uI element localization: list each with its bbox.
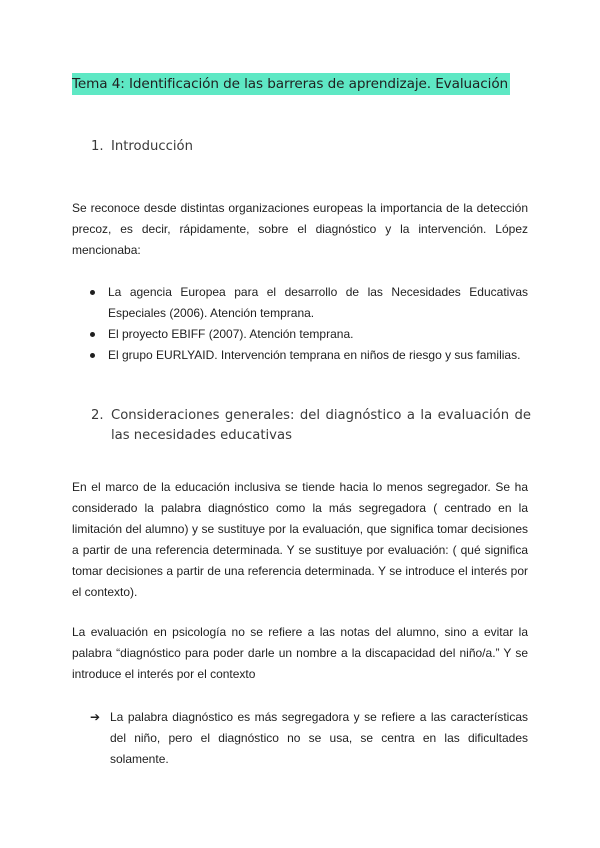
section-heading-consideraciones [91, 406, 531, 446]
bullet-icon [90, 290, 95, 295]
section-heading-text: Consideraciones generales: del diagnóstico a la evaluación de las necesidades educativas [111, 408, 531, 443]
list-item [90, 345, 528, 366]
paragraph-evaluacion-psicologia: La evaluación en psicología no se refiere a las notas del alumno, sino a evitar la palabra “diagnóstico para poder darle un nombre a la discapacidad del niño/a.” Y se introduce el interés por el contexto [72, 625, 528, 681]
section-number: 1. [91, 139, 104, 154]
list-item-text: La agencia Europea para el desarrollo de las Necesidades Educativas Especiales (2006). Atención temprana. [108, 285, 528, 320]
list-item [90, 324, 528, 345]
list-item-text: El grupo EURLYAID. Intervención temprana en niños de riesgo y sus familias. [108, 348, 521, 362]
section-heading-introduccion [91, 137, 531, 157]
bullet-icon [90, 332, 95, 337]
bullet-list [90, 282, 528, 366]
paragraph-educacion-inclusiva: En el marco de la educación inclusiva se tiende hacia lo menos segregador. Se ha considerado la palabra diagnóstico como la más segregadora ( centrado en la limitación del alumno) y se sustituye por la evaluación, que significa tomar decisiones a partir de una referencia determinada. Y se sustituye por evaluación: ( qué significa tomar decisiones a partir de una referencia determinada. Y se introduce el interés por el contexto). [72, 480, 528, 599]
list-item-text: El proyecto EBIFF (2007). Atención temprana. [108, 327, 354, 341]
arrow-list [90, 707, 528, 770]
list-item-text: La palabra diagnóstico es más segregadora y se refiere a las características del niño, pero el diagnóstico no se usa, se centra en las dificultades solamente. [110, 710, 528, 766]
document-title: Tema 4: Identificación de las barreras de aprendizaje. Evaluación [72, 73, 510, 95]
section-number: 2. [91, 408, 104, 423]
list-item [90, 282, 528, 324]
intro-paragraph: Se reconoce desde distintas organizaciones europeas la importancia de la detección precoz, es decir, rápidamente, sobre el diagnóstico y la intervención. López mencionaba: [72, 201, 528, 257]
arrow-right-icon: ➔ [90, 710, 101, 724]
list-item [90, 707, 528, 770]
section-heading-text: Introducción [111, 139, 193, 154]
bullet-icon [90, 353, 95, 358]
